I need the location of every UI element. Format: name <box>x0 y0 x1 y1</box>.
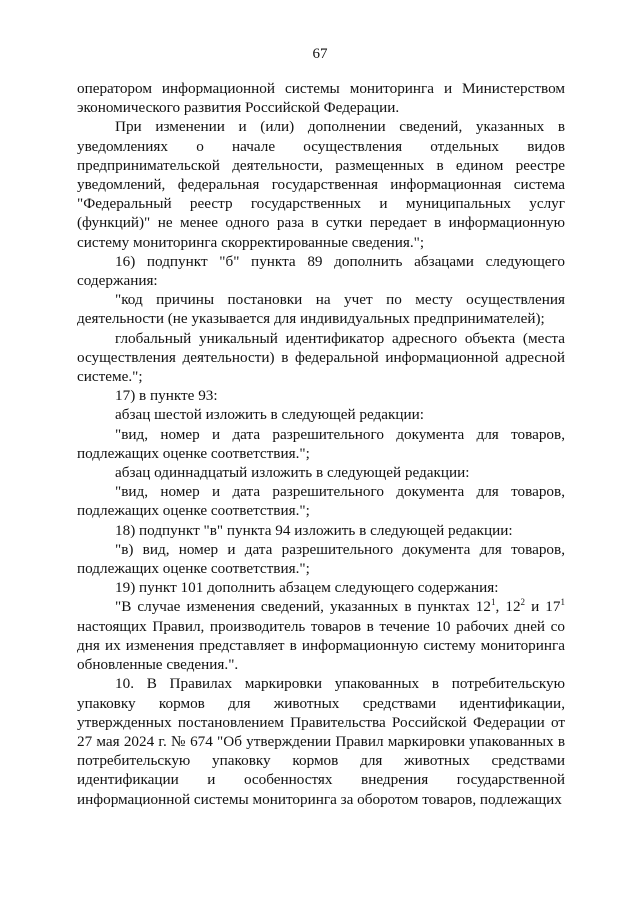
text-run: настоящих Правил, производитель товаров в течение 10 рабочих дней со дня их изменения представляет в информационную систему мониторинга обновленные сведения.". <box>77 617 565 674</box>
superscript: 1 <box>491 597 496 608</box>
paragraph: 17) в пункте 93: <box>115 387 218 405</box>
superscript: 2 <box>520 597 526 608</box>
paragraph: глобальный уникальный идентификатор адресного объекта (места осуществления деятельности) в федеральной информационной адресной системе."; <box>77 329 565 386</box>
page-number: 67 <box>312 46 328 62</box>
paragraph: абзац одиннадцатый изложить в следующей редакции: <box>115 464 470 482</box>
paragraph: "вид, номер и дата разрешительного документа для товаров, подлежащих оценке соответствия."; <box>77 425 565 462</box>
paragraph: 19) пункт 101 дополнить абзацем следующего содержания: <box>115 579 499 597</box>
text-run: , 12 <box>495 598 521 616</box>
superscript: 1 <box>560 597 565 608</box>
paragraph: "код причины постановки на учет по месту осуществления деятельности (не указывается для индивидуальных предпринимателей); <box>77 291 565 328</box>
text-run: "В случае изменения сведений, указанных в пунктах 12 <box>115 598 491 616</box>
paragraph: 10. В Правилах маркировки упакованных в потребительскую упаковку кормов для животных средствами идентификации, утвержденных постановлением Правительства Российской Федерации от 27 мая 2024 г. № 674 "Об утверждении Правил маркировки упакованных в потребительскую упаковку кормов для животных средствами идентификации и особенностях внедрения государственной информационной системы мониторинга за оборотом товаров, подлежащих <box>77 675 565 808</box>
document-body <box>77 79 565 809</box>
paragraph: 16) подпункт "б" пункта 89 дополнить абзацами следующего содержания: <box>77 252 565 290</box>
paragraph: 18) подпункт "в" пункта 94 изложить в следующей редакции: <box>115 521 513 539</box>
paragraph: оператором информационной системы мониторинга и Министерством экономического развития Российской Федерации. <box>77 80 565 117</box>
paragraph: При изменении и (или) дополнении сведений, указанных в уведомлениях о начале осуществления отдельных видов предпринимательской деятельности, размещенных в едином реестре уведомлений, федеральная государственная информационная система "Федеральный реестр государственных и муниципальных услуг (функций)" не менее одного раза в сутки передает в информационную систему мониторинга скорректированные сведения."; <box>77 118 565 251</box>
paragraph: "вид, номер и дата разрешительного документа для товаров, подлежащих оценке соответствия."; <box>77 483 565 520</box>
paragraph-with-superscripts <box>77 597 565 674</box>
paragraph: "в) вид, номер и дата разрешительного документа для товаров, подлежащих оценке соответствия."; <box>77 540 565 578</box>
paragraph: абзац шестой изложить в следующей редакции: <box>115 406 424 424</box>
text-run: и 17 <box>525 598 561 616</box>
